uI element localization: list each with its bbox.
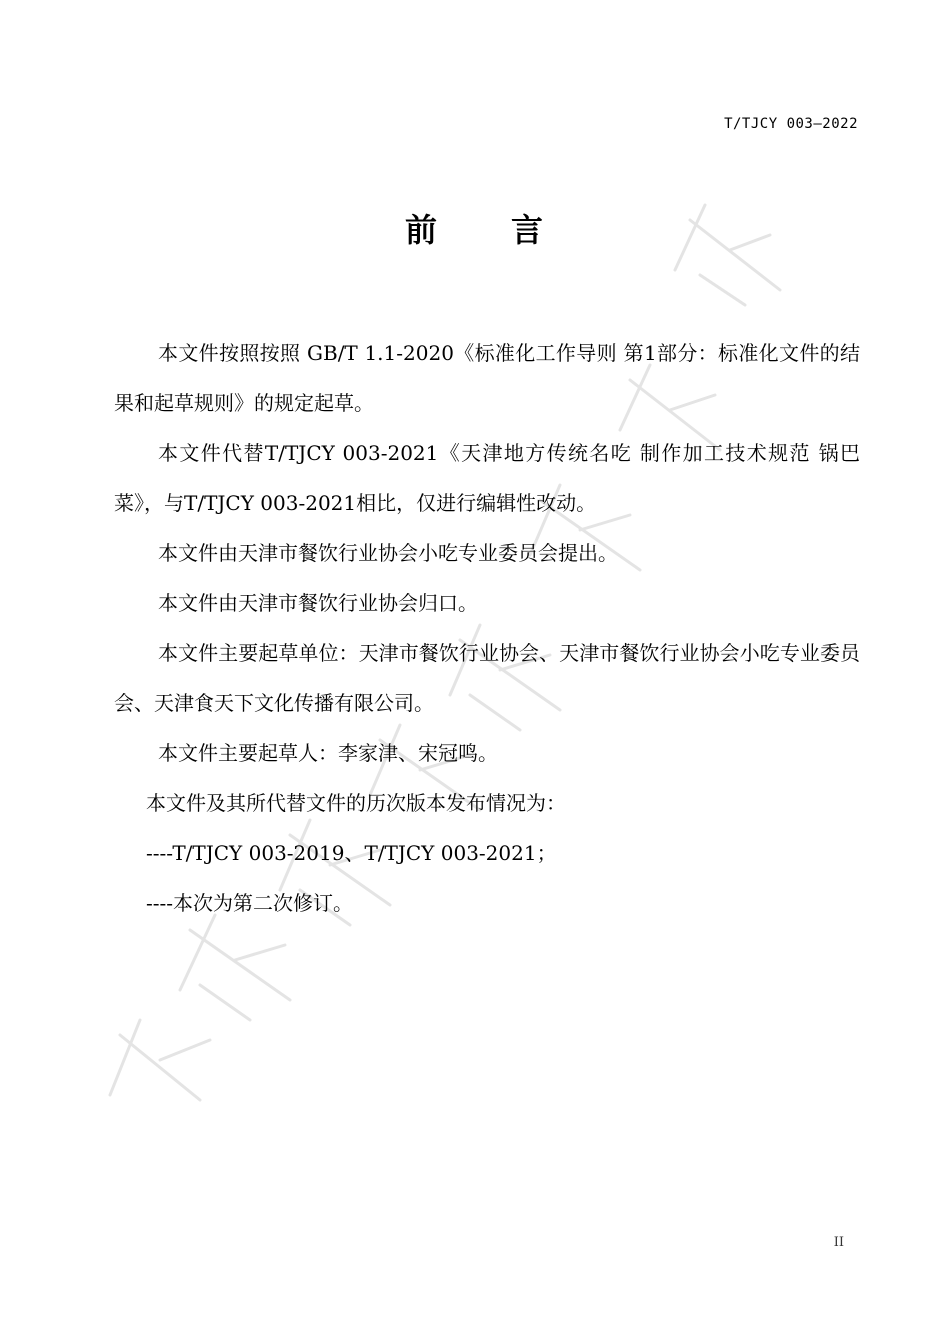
paragraph-proposed-by: 本文件由天津市餐饮行业协会小吃专业委员会提出。 <box>158 541 618 565</box>
title-char-2: 言 <box>511 211 546 249</box>
page-number: II <box>833 1235 844 1250</box>
paragraph-centralized-by: 本文件由天津市餐饮行业协会归口。 <box>158 591 478 615</box>
page-title <box>0 205 950 251</box>
paragraph-replaces: 本文件代替T/TJCY 003-2021《天津地方传统名吃 制作加工技术规范 锅巴菜》，与T/TJCY 003-2021相比，仅进行编辑性改动。 <box>114 441 860 515</box>
paragraph-drafters: 本文件主要起草人：李家津、宋冠鸣。 <box>158 741 498 765</box>
paragraph-drafting-rules: 本文件按照按照 GB/T 1.1-2020《标准化工作导则 第1部分：标准化文件的结果和起草规则》的规定起草。 <box>114 341 860 415</box>
document-code: T/TJCY 003—2022 <box>724 116 858 132</box>
title-char-1: 前 <box>404 211 439 249</box>
list-item-previous-versions: ----T/TJCY 003-2019、T/TJCY 003-2021； <box>146 841 557 865</box>
paragraph-version-history: 本文件及其所代替文件的历次版本发布情况为： <box>146 791 566 815</box>
preface-body <box>114 328 860 928</box>
list-item-current-revision: ----本次为第二次修订。 <box>146 891 354 915</box>
paragraph-drafting-units: 本文件主要起草单位：天津市餐饮行业协会、天津市餐饮行业协会小吃专业委员会、天津食天下文化传播有限公司。 <box>114 641 860 715</box>
